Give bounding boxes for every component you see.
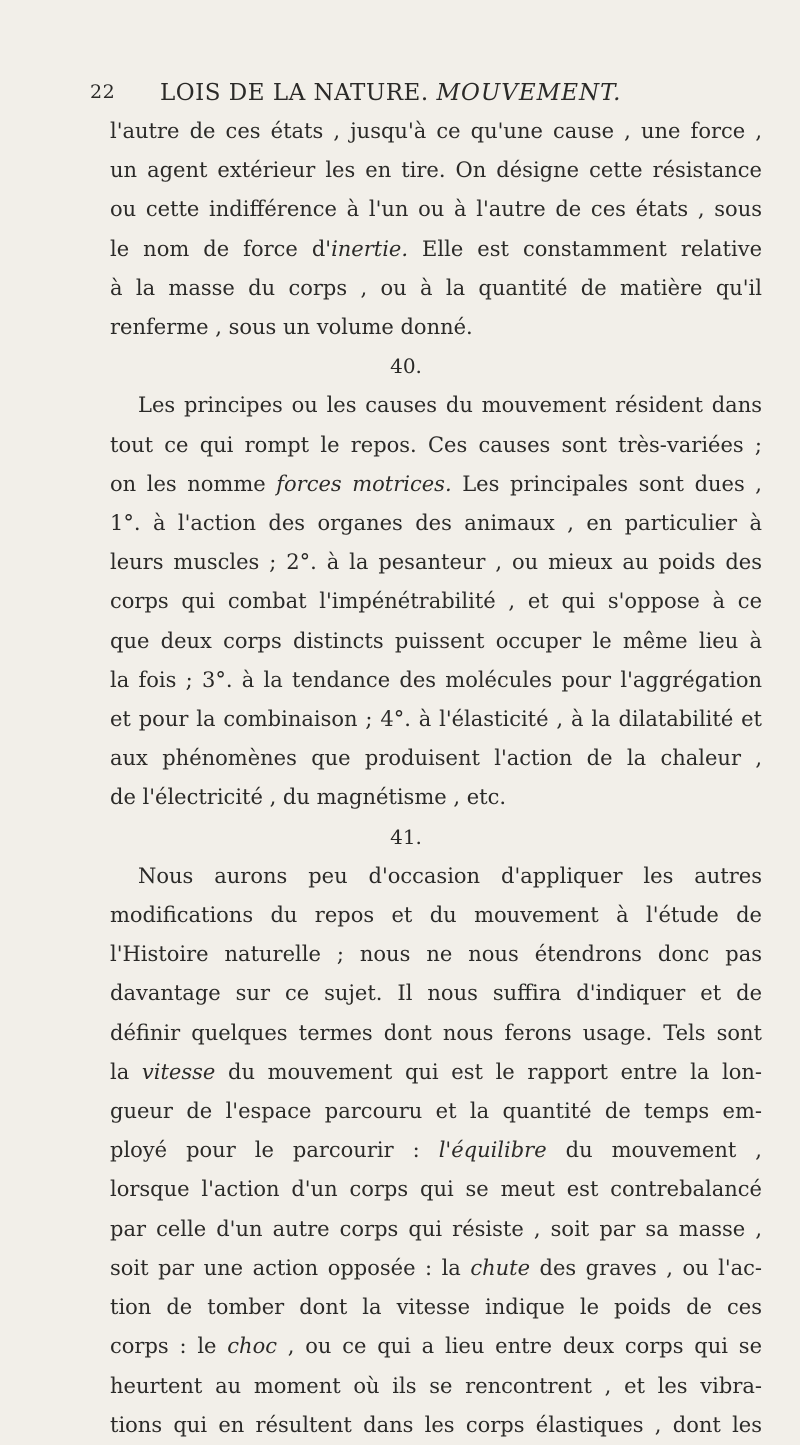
text-line [110,1406,762,1445]
text-span: par celle d'un autre corps qui résiste , soit par sa masse , [110,1216,762,1241]
text-span: Elle est constamment relative [408,236,762,261]
text-line [110,1367,762,1406]
text-line [110,1170,762,1209]
section-number [110,347,762,386]
text-span: tion de tomber dont la vitesse indique le poids de ces [110,1295,762,1320]
text-line [110,1249,762,1288]
text-line [110,1288,762,1327]
text-line [110,661,762,700]
text-span: du mouvement qui est le rapport entre la lon- [215,1059,762,1084]
text-span: du mouvement , [546,1138,762,1163]
text-line [110,308,762,347]
text-span: lorsque l'action d'un corps qui se meut est contrebalancé [110,1177,762,1202]
running-title-italic: MOUVEMENT. [436,80,622,106]
page-header [90,80,730,106]
text-span: un agent extérieur les en tire. On désigne cette résistance [110,158,762,183]
text-span: soit par une action opposée : la [110,1255,471,1280]
text-line [110,190,762,229]
text-line [110,230,762,269]
page-body [110,112,762,1445]
text-span: gueur de l'espace parcouru et la quantité de temps em- [110,1099,762,1124]
text-span: tout ce qui rompt le repos. Ces causes sont très-variées ; [110,432,762,457]
text-span: leurs muscles ; 2°. à la pesanteur , ou mieux au poids des [110,550,762,575]
text-span: 40. [390,354,422,379]
text-span: l'Histoire naturelle ; nous ne nous étendrons donc pas [110,942,762,967]
text-span: la fois ; 3°. à la tendance des molécules pour l'aggrégation [110,667,762,692]
text-line [110,622,762,661]
running-title-roman: LOIS DE LA NATURE. [160,80,429,106]
text-span: on les nomme [110,471,277,496]
text-span: Les principales sont dues , [451,471,762,496]
text-span: la [110,1059,142,1084]
text-span: davantage sur ce sujet. Il nous suffira d'indiquer et de [110,981,762,1006]
text-line [110,700,762,739]
text-line [110,778,762,817]
text-line [110,896,762,935]
text-line [110,465,762,504]
italic-term: l'équilibre [438,1138,547,1163]
page-number: 22 [90,81,116,103]
text-line [110,739,762,778]
text-span: à la masse du corps , ou à la quantité de matière qu'il [110,275,762,300]
text-span: des graves , ou l'ac- [530,1255,762,1280]
text-span: et pour la combinaison ; 4°. à l'élasticité , à la dilatabilité et [110,707,762,732]
text-span: corps : le [110,1334,228,1359]
text-line [110,935,762,974]
text-span: tions qui en résultent dans les corps élastiques , dont les [110,1412,762,1437]
text-line [110,426,762,465]
text-line [110,582,762,621]
section-number [110,818,762,857]
text-span: aux phénomènes que produisent l'action de la chaleur , [110,746,762,771]
text-span: Nous aurons peu d'occasion d'appliquer les autres [138,863,762,888]
text-span: 41. [390,824,422,849]
text-span: de l'électricité , du magnétisme , etc. [110,785,507,810]
text-span: que deux corps distincts puissent occuper le même lieu à [110,628,762,653]
text-line [110,269,762,308]
text-line [110,1053,762,1092]
italic-term: inertie. [331,236,409,261]
text-span: corps qui combat l'impénétrabilité , et qui s'oppose à ce [110,589,762,614]
text-line [110,1014,762,1053]
text-span: , ou ce qui a lieu entre deux corps qui se [276,1334,762,1359]
text-span: le nom de force d' [110,236,332,261]
text-line [110,857,762,896]
text-span: ou cette indifférence à l'un ou à l'autre de ces états , sous [110,197,762,222]
text-span: heurtent au moment où ils se rencontrent , et les vibra- [110,1373,762,1398]
text-span: définir quelques termes dont nous ferons usage. Tels sont [110,1020,762,1045]
italic-term: vitesse [141,1059,216,1084]
text-line [110,386,762,425]
text-span: modifications du repos et du mouvement à l'étude de [110,903,762,928]
text-span: 1°. à l'action des organes des animaux , en particulier à [110,511,762,536]
text-line [110,1327,762,1366]
italic-term: choc [227,1334,277,1359]
italic-term: forces motrices. [276,471,452,496]
text-span: Les principes ou les causes du mouvement résident dans [138,393,762,418]
text-line [110,151,762,190]
text-line [110,1131,762,1170]
text-line [110,974,762,1013]
text-line [110,543,762,582]
running-title [160,80,621,106]
text-line [110,1210,762,1249]
italic-term: chute [470,1255,531,1280]
text-line [110,504,762,543]
text-line [110,1092,762,1131]
text-span: renferme , sous un volume donné. [110,315,473,340]
text-span: ployé pour le parcourir : [110,1138,439,1163]
text-line [110,112,762,151]
text-span: l'autre de ces états , jusqu'à ce qu'une cause , une force , [110,119,762,143]
